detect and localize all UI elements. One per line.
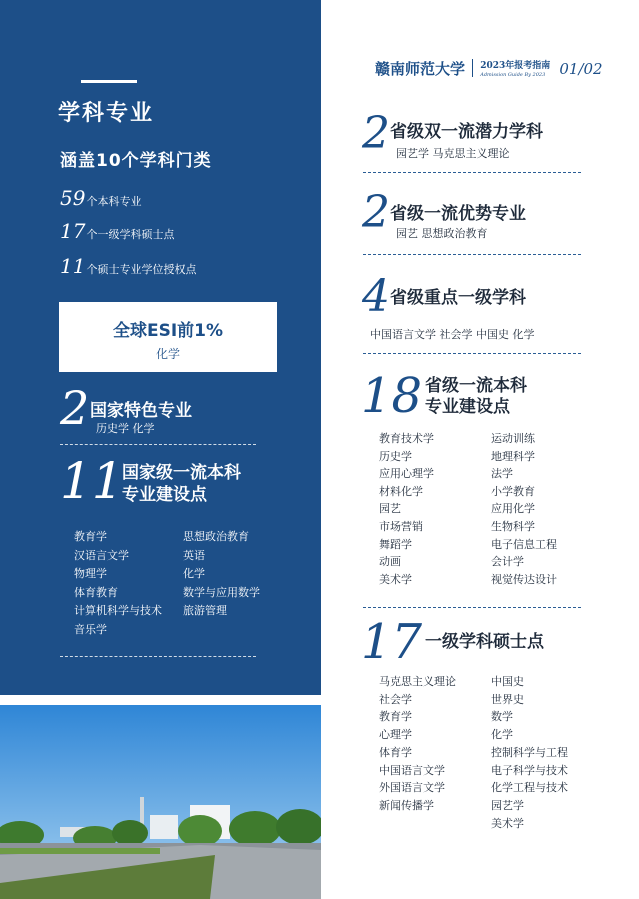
- list-item: 旅游管理: [183, 604, 227, 617]
- provincial-title: 省级一流本科 专业建设点: [425, 376, 527, 417]
- divider: [363, 607, 581, 608]
- left-panel: [0, 0, 321, 695]
- provincial-block: [361, 368, 423, 424]
- school-name: 赣南师范大学: [375, 60, 466, 78]
- list-item: 马克思主义理论: [379, 675, 456, 688]
- page-title: 学科专业: [58, 101, 155, 126]
- title-bar: [81, 80, 137, 83]
- feature-title: 国家特色专业: [90, 401, 192, 421]
- list-item: 化学: [183, 567, 205, 580]
- list-item: 会计学: [491, 555, 524, 569]
- page-number: 01/02: [559, 60, 603, 78]
- first-class-list-2: [183, 528, 260, 621]
- campus-scene: [0, 705, 321, 899]
- list-item: 园艺学: [491, 798, 524, 812]
- first-class-block: [60, 452, 124, 510]
- header: [375, 58, 603, 80]
- list-item: 汉语言文学: [74, 548, 129, 562]
- divider: [363, 353, 581, 354]
- advantage-number: 2: [362, 187, 390, 238]
- list-item: 动画: [379, 555, 401, 569]
- provincial-number: 18: [361, 368, 423, 424]
- list-item: 美术学: [491, 816, 524, 830]
- advantage-block: [362, 187, 390, 238]
- list-item: 音乐学: [74, 622, 107, 636]
- first-class-number: 11: [60, 452, 124, 510]
- first-class-title: 国家级一流本科 专业建设点: [122, 463, 241, 505]
- masters-block: [361, 614, 423, 670]
- list-item: 舞蹈学: [379, 537, 412, 551]
- masters-number: 17: [361, 614, 423, 670]
- potential-items: 园艺学 马克思主义理论: [396, 147, 510, 160]
- header-separator: [472, 59, 473, 77]
- list-item: 生物科学: [491, 519, 535, 533]
- masters-list-1: [379, 673, 456, 815]
- stat-undergrad: 59个本科专业: [60, 186, 142, 210]
- stat-masters: 17个一级学科硕士点: [60, 219, 175, 243]
- esi-box: [59, 302, 277, 372]
- list-item: 英语: [183, 548, 205, 562]
- advantage-items: 园艺 思想政治教育: [396, 227, 488, 240]
- subtitle: 涵盖10个学科门类: [60, 151, 212, 171]
- list-item: 数学与应用数学: [183, 585, 260, 599]
- list-item: 新闻传播学: [379, 798, 434, 812]
- first-class-list-1: [74, 528, 162, 639]
- list-item: 小学教育: [491, 484, 535, 498]
- list-item: 教育技术学: [379, 432, 434, 445]
- list-item: 心理学: [379, 728, 412, 742]
- list-item: 教育学: [379, 710, 412, 724]
- esi-subject: 化学: [155, 347, 180, 361]
- key-title: 省级重点一级学科: [390, 288, 526, 308]
- feature-number: 2: [60, 381, 90, 435]
- advantage-title: 省级一流优势专业: [390, 204, 526, 224]
- feature-block: [60, 381, 90, 435]
- list-item: 市场营销: [379, 519, 423, 533]
- potential-block: [362, 108, 390, 159]
- list-item: 中国史: [491, 675, 524, 688]
- list-item: 化学: [491, 728, 513, 742]
- stat-professional: 11个硕士专业学位授权点: [60, 254, 197, 278]
- list-item: 教育学: [74, 530, 107, 543]
- list-item: 体育教育: [74, 585, 118, 599]
- list-item: 历史学: [379, 449, 412, 463]
- list-item: 地理科学: [491, 449, 535, 463]
- list-item: 电子科学与技术: [491, 763, 568, 777]
- list-item: 电子信息工程: [491, 537, 557, 551]
- list-item: 美术学: [379, 572, 412, 586]
- list-item: 控制科学与工程: [491, 745, 568, 759]
- potential-title: 省级双一流潜力学科: [390, 122, 543, 142]
- guide-label: 2023年报考指南 Admission Guide By 2023: [480, 61, 551, 78]
- masters-list-2: [491, 673, 568, 832]
- list-item: 法学: [491, 467, 513, 481]
- list-item: 体育学: [379, 745, 412, 759]
- list-item: 外国语言文学: [379, 781, 445, 795]
- list-item: 数学: [491, 710, 513, 724]
- list-item: 思想政治教育: [183, 530, 249, 543]
- list-item: 物理学: [74, 567, 107, 580]
- feature-items: 历史学 化学: [96, 422, 155, 435]
- key-block: [362, 271, 390, 322]
- esi-title: 全球ESI前1%: [112, 321, 224, 341]
- list-item: 视觉传达设计: [491, 572, 557, 586]
- list-item: 园艺: [379, 502, 401, 516]
- provincial-list-1: [379, 430, 434, 588]
- divider: [60, 444, 256, 445]
- divider: [363, 254, 581, 255]
- divider: [60, 656, 256, 657]
- divider: [363, 172, 581, 173]
- list-item: 应用化学: [491, 502, 535, 516]
- list-item: 计算机科学与技术: [74, 604, 162, 617]
- potential-number: 2: [362, 108, 390, 159]
- provincial-list-2: [491, 430, 557, 588]
- list-item: 世界史: [491, 692, 524, 706]
- key-number: 4: [362, 271, 390, 322]
- key-items: 中国语言文学 社会学 中国史 化学: [370, 328, 535, 341]
- campus-photo: [0, 705, 321, 899]
- list-item: 运动训练: [491, 432, 535, 445]
- list-item: 社会学: [379, 692, 412, 706]
- list-item: 化学工程与技术: [491, 781, 568, 795]
- white-gap: [0, 695, 321, 705]
- list-item: 中国语言文学: [379, 763, 445, 777]
- list-item: 应用心理学: [379, 467, 434, 481]
- list-item: 材料化学: [379, 484, 423, 498]
- masters-title: 一级学科硕士点: [425, 632, 544, 652]
